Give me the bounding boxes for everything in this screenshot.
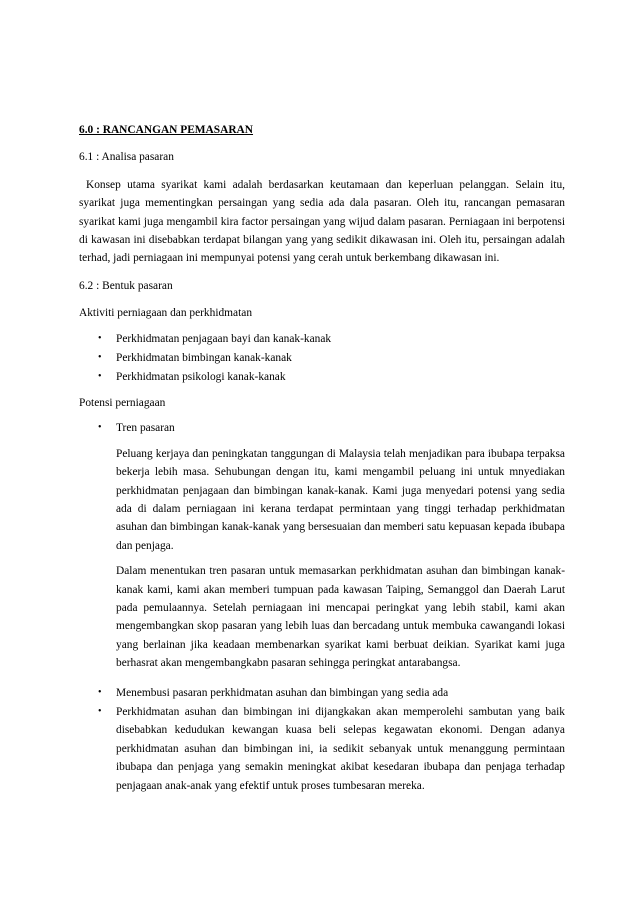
menembusi-item-label: Menembusi pasaran perkhidmatan asuhan dan bimbingan yang sedia ada <box>116 686 449 699</box>
tren-paragraph-1: Peluang kerjaya dan peningkatan tanggungan di Malaysia telah menjadikan para ibubapa terpaksa bekerja lebih masa. Sehubungan dengan itu, kami mengambil peluang ini untuk mnyediakan perkhidmatan penjagaan dan bimbingan kanak-kanak. Kami juga menyedari potensi yang sedia ada di dalam perniagaan ini kerana terdapat permintaan yang tinggi terhadap perkhidmatan asuhan dan bimbingan kanak-kanak yang bersesuaian dan memberi satu kepuasan kepada ibubapa dan penjaga. <box>116 447 565 552</box>
potensi-list <box>79 419 565 437</box>
bullet-icon: • <box>98 422 102 434</box>
list-item <box>96 703 565 795</box>
aktiviti-heading: Aktiviti perniagaan dan perkhidmatan <box>79 307 253 320</box>
menembusi-list <box>79 684 565 795</box>
tren-paragraph-2: Dalam menentukan tren pasaran untuk memasarkan perkhidmatan asuhan dan bimbingan kanak-kanak kami, kami akan memberi tumpuan pada kawasan Taiping, Semanggol dan Daerah Larut pada pemulaannya. Setelah perniagaan ini mencapai peringkat yang lebih stabil, kami akan mengembangkan skop pasaran yang lebih luas dan bercadang untuk membuka cawangandi lokasi yang berlainan jika keadaan membenarkan syarikat kami berbuat deikian. Syarikat kami juga berhasrat akan mengembangkabn pasaran sehingga peringkat antarabangsa. <box>116 565 565 670</box>
bentuk-pasaran-heading: 6.2 : Bentuk pasaran <box>79 279 173 292</box>
analisa-pasaran-paragraph: Konsep utama syarikat kami adalah berdasarkan keutamaan dan keperluan pelanggan. Selain itu, syarikat juga mementingkan persaingan yang sedia ada dala pasaran. Oleh itu, rancangan pemasaran syarikat kami juga mengambil kira factor persaingan yang wijud dalam pasaran. Perniagaan ini berpotensi di kawasan ini disebabkan terdapat bilangan yang yang sedikit dikawasan ini. Oleh itu, persaingan adalah terhad, jadi perniagaan ini mempunyai potensi yang cerah untuk berkembang dikawasan ini. <box>79 178 565 265</box>
bullet-icon: • <box>98 352 102 364</box>
section-title: 6.0 : RANCANGAN PEMASARAN <box>79 124 254 136</box>
aktiviti-item-label: Perkhidmatan psikologi kanak-kanak <box>116 371 286 384</box>
list-item <box>96 368 565 386</box>
perkhidmatan-item-text: Perkhidmatan asuhan dan bimbingan ini dijangkakan akan memperolehi sambutan yang baik disebabkan kedudukan kewangan kuasa beli selepas kegawatan ekonomi. Dengan adanya perkhidmatan asuhan dan bimbingan ini, ia sedikit sebanyak untuk menanggung permintaan ibubapa dan penjaga yang semakin meningkat akibat kesedaran ibubapa dan penjaga terhadap penjagaan anak-anak yang efektif untuk proses tumbesaran mereka. <box>116 705 565 792</box>
bullet-icon: • <box>98 332 102 344</box>
bullet-icon: • <box>98 686 102 698</box>
list-item <box>96 419 565 437</box>
document-content <box>79 121 565 802</box>
list-item <box>96 349 565 367</box>
analisa-pasaran-heading: 6.1 : Analisa pasaran <box>79 151 174 164</box>
potensi-heading: Potensi perniagaan <box>79 396 166 409</box>
aktiviti-item-label: Perkhidmatan bimbingan kanak-kanak <box>116 352 292 365</box>
tren-pasaran-label: Tren pasaran <box>116 422 175 435</box>
bullet-icon: • <box>98 705 102 717</box>
list-item <box>96 330 565 348</box>
list-item <box>96 684 565 702</box>
bullet-icon: • <box>98 371 102 383</box>
aktiviti-item-label: Perkhidmatan penjagaan bayi dan kanak-kanak <box>116 332 332 345</box>
aktiviti-list <box>79 330 565 387</box>
